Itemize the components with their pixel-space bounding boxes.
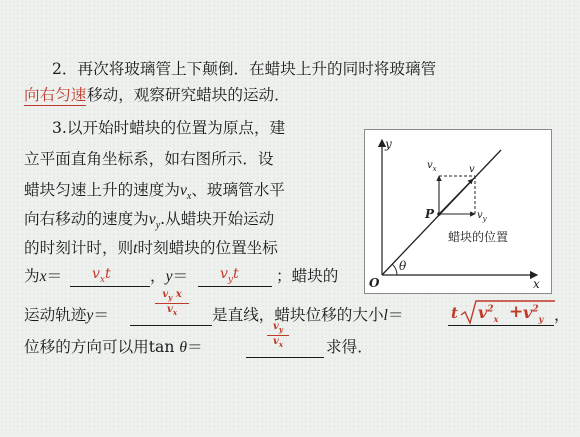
var-theta: θ [179,339,187,356]
plus-sign: + [509,302,524,322]
displacement-answer [451,298,555,326]
den-sub: x [172,308,177,317]
var-l: l [383,307,388,324]
sub-y: y [155,220,161,232]
line7-suffix: ， [554,306,570,324]
origin-label: O [369,276,380,290]
var-y: y [86,307,94,324]
point-p-label: P [425,207,435,221]
num-v: v [273,321,279,332]
sqrt-v: v [523,303,533,322]
den-v: v [273,336,279,347]
sqrt-v: v [478,303,488,322]
para2-line6-suffix: ；蜡块的 [276,267,339,285]
vy-v: v [477,210,483,221]
para2-line6-mid [150,266,188,287]
y-axis-label: y [385,137,392,151]
num-sub: y [278,325,283,334]
v-vector [439,179,473,214]
var-y: y [165,268,173,285]
para2-line2: 立平面直角坐标系，如右图所示．设 [24,150,274,168]
answer-x [92,264,111,290]
vy-sub: y [482,215,487,223]
text-segment: 蜡块匀速上升的速度为 [24,181,180,199]
text-segment: 位移的方向可以用tan [24,338,175,356]
answer-y [220,264,239,290]
line7-prefix [24,305,109,326]
sqrt-term-a [478,303,498,324]
ans-v: v [92,266,100,282]
ans-t: t [233,266,239,282]
point-p-marker [437,212,441,216]
ans-sub: x [99,274,105,285]
text-segment: 、玻璃管水平 [191,181,285,199]
vx-v: v [427,160,433,171]
var-x: x [39,268,47,285]
fraction-numerator [267,321,289,335]
sub-x: x [186,191,192,203]
sqrt-sub: y [538,314,544,325]
ans-t: t [105,266,111,282]
line8-suffix: 求得． [326,338,373,356]
ans-sub: y [227,274,234,285]
para1-line1: 2．再次将玻璃管上下颠倒．在蜡块上升的同时将玻璃管 [52,60,437,78]
v-label: v [469,164,475,175]
vx-label [427,160,437,173]
comma: ， [150,267,166,285]
fraction-denominator [155,303,189,318]
x-axis-label: x [533,277,540,291]
theta-arc [392,264,397,275]
num-v: v [162,289,169,300]
text-segment: 为 [24,267,40,285]
para2-line3 [24,180,285,207]
sqrt-exp: 2 [487,304,494,315]
text-segment: 的时刻计时，则 [24,239,134,257]
ans-v: v [220,266,228,282]
line7-mid [212,305,404,326]
num-x: x [175,289,182,300]
sqrt-sub: x [493,314,499,325]
text-segment: 向右移动的速度为 [24,210,149,228]
para2-line5 [24,238,278,259]
den-sub: x [278,340,283,349]
equals-sign: ＝ [187,338,203,356]
equals-sign: ＝ [172,267,189,285]
num-sub: y [168,293,173,302]
var-t: t [133,240,138,257]
vy-label [477,210,488,223]
para2-line6-prefix [24,266,62,287]
den-v: v [167,304,173,315]
fraction-numerator [155,289,189,303]
figure-caption: 蜡块的位置 [448,230,509,244]
theta-label: θ [399,259,407,273]
para1-red-text: 向右匀速 [24,86,87,104]
var-v: v [179,182,187,199]
equals-sign: ＝ [93,306,109,324]
trajectory-line [382,150,501,275]
sqrt-exp: 2 [532,304,539,315]
direction-fraction [267,321,289,350]
equals-sign: ＝ [46,267,63,285]
var-v: v [148,211,156,228]
trajectory-fraction [155,289,189,318]
para2-line1: 3.以开始时蜡块的位置为原点，建 [52,119,286,137]
fraction-denominator [267,335,289,350]
text-segment: 是直线，蜡块位移的大小 [212,306,384,324]
para2-line4 [24,209,274,236]
text-segment: .从蜡块开始运动 [160,210,275,228]
para1-line2: 移动，观察研究蜡块的运动． [87,86,290,104]
text-segment: 时刻蜡块的位置坐标 [137,239,278,257]
sqrt-term-b [523,303,543,324]
coordinate-figure [364,129,552,294]
vx-sub: x [432,165,437,173]
line8-prefix [24,337,203,358]
figure-diagram [365,130,551,293]
text-segment: 运动轨迹 [24,306,87,324]
equals-sign: ＝ [387,306,404,324]
ans-t: t [451,304,458,322]
